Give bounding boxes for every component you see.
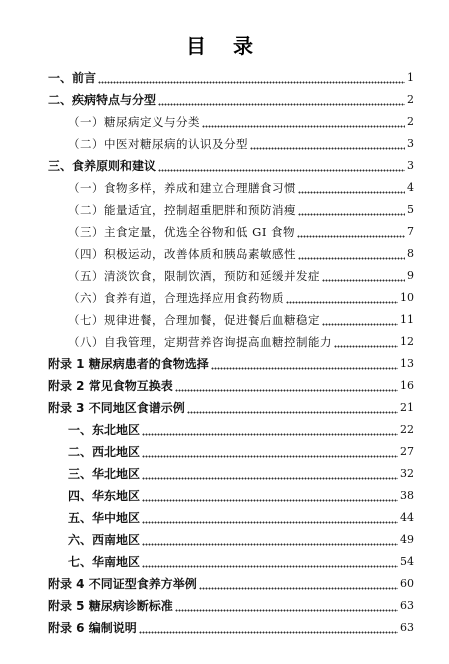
- dot-leader: [142, 424, 398, 436]
- dot-leader: [334, 336, 398, 348]
- toc-entry-page: 12: [400, 335, 414, 348]
- dot-leader: [142, 468, 398, 480]
- toc-entry-label: 五、华中地区: [68, 511, 141, 525]
- toc-entry-label: （八）自我管理，定期营养咨询提高血糖控制能力: [68, 335, 332, 349]
- toc-entry-page: 11: [400, 313, 414, 326]
- dot-leader: [139, 622, 398, 634]
- toc-entry[interactable]: [48, 398, 414, 418]
- toc-entry-label: 四、华东地区: [68, 489, 141, 503]
- toc-entry-page: 44: [400, 511, 414, 524]
- toc-entry-label: （七）规律进餐，合理加餐，促进餐后血糖稳定: [68, 313, 320, 327]
- toc-entry[interactable]: [68, 244, 414, 264]
- toc-entry[interactable]: [68, 178, 414, 198]
- toc-entry-label: 附录 4 不同证型食养方举例: [48, 577, 197, 591]
- toc-entry-label: 附录 3 不同地区食谱示例: [48, 401, 185, 415]
- toc-entry[interactable]: [68, 310, 414, 330]
- dot-leader: [175, 380, 398, 392]
- toc-entry-label: （一）糖尿病定义与分类: [68, 115, 200, 129]
- toc-entry-label: （四）积极运动，改善体质和胰岛素敏感性: [68, 247, 296, 261]
- toc-entry[interactable]: [68, 420, 414, 440]
- toc-entry-page: 3: [407, 159, 414, 172]
- dot-leader: [158, 160, 405, 172]
- toc-entry-page: 1: [407, 71, 414, 84]
- dot-leader: [322, 314, 398, 326]
- dot-leader: [142, 490, 398, 502]
- toc-entry[interactable]: [48, 156, 414, 176]
- toc-entry[interactable]: [48, 354, 414, 374]
- toc-entry[interactable]: [48, 596, 414, 616]
- toc-entry-label: 附录 6 编制说明: [48, 621, 137, 635]
- toc-entry-page: 16: [400, 379, 414, 392]
- toc-entry-page: 22: [400, 423, 414, 436]
- toc-entry-page: 2: [407, 93, 414, 106]
- dot-leader: [322, 270, 405, 282]
- dot-leader: [142, 512, 398, 524]
- toc-entry[interactable]: [68, 508, 414, 528]
- dot-leader: [175, 600, 398, 612]
- toc-entry-label: 附录 1 糖尿病患者的食物选择: [48, 357, 209, 371]
- dot-leader: [250, 138, 405, 150]
- dot-leader: [187, 402, 398, 414]
- toc-entry-label: 七、华南地区: [68, 555, 141, 569]
- dot-leader: [202, 116, 405, 128]
- toc-entry-label: 一、前言: [48, 71, 97, 85]
- toc-entry[interactable]: [68, 200, 414, 220]
- toc-entry-label: （六）食养有道，合理选择应用食药物质: [68, 291, 284, 305]
- toc-entry-page: 27: [400, 445, 414, 458]
- toc-entry[interactable]: [68, 530, 414, 550]
- toc-entry-page: 2: [407, 115, 414, 128]
- dot-leader: [298, 248, 405, 260]
- toc-entry-page: 13: [400, 357, 414, 370]
- toc-entry-page: 54: [400, 555, 414, 568]
- dot-leader: [211, 358, 398, 370]
- toc-entry[interactable]: [48, 90, 414, 110]
- toc-entry-page: 3: [407, 137, 414, 150]
- toc-entry-page: 8: [407, 247, 414, 260]
- dot-leader: [298, 204, 405, 216]
- toc-entry[interactable]: [68, 442, 414, 462]
- toc-entry-page: 5: [407, 203, 414, 216]
- toc-entry-page: 7: [407, 225, 414, 238]
- toc-entry-label: 二、西北地区: [68, 445, 141, 459]
- toc-entry-label: 二、疾病特点与分型: [48, 93, 157, 107]
- toc-entry[interactable]: [68, 486, 414, 506]
- dot-leader: [199, 578, 398, 590]
- toc-entry-label: （三）主食定量，优选全谷物和低 GI 食物: [68, 225, 296, 239]
- toc-entry[interactable]: [48, 376, 414, 396]
- toc-entry[interactable]: [68, 552, 414, 572]
- dot-leader: [158, 94, 405, 106]
- toc-entry-page: 10: [400, 291, 414, 304]
- toc-entry[interactable]: [68, 288, 414, 308]
- toc-entry[interactable]: [68, 464, 414, 484]
- toc-entry-label: 附录 2 常见食物互换表: [48, 379, 173, 393]
- toc-entry-label: 三、华北地区: [68, 467, 141, 481]
- toc-entry[interactable]: [68, 222, 414, 242]
- toc-entry[interactable]: [68, 332, 414, 352]
- toc-entry-page: 9: [407, 269, 414, 282]
- toc-entry-label: （五）清淡饮食，限制饮酒，预防和延缓并发症: [68, 269, 320, 283]
- toc-entry-label: 一、东北地区: [68, 423, 141, 437]
- toc-entry-label: （二）中医对糖尿病的认识及分型: [68, 137, 248, 151]
- toc-entry-page: 38: [400, 489, 414, 502]
- dot-leader: [142, 534, 398, 546]
- toc-entry[interactable]: [48, 618, 414, 638]
- toc-entry-page: 60: [400, 577, 414, 590]
- toc-entry-label: （一）食物多样，养成和建立合理膳食习惯: [68, 181, 296, 195]
- dot-leader: [286, 292, 398, 304]
- toc-entry[interactable]: [48, 68, 414, 88]
- dot-leader: [142, 556, 398, 568]
- page-title: 目 录: [186, 34, 263, 58]
- toc-entry-label: 六、西南地区: [68, 533, 141, 547]
- toc-entry[interactable]: [48, 574, 414, 594]
- toc-entry-page: 21: [400, 401, 414, 414]
- toc-entry-page: 4: [407, 181, 414, 194]
- dot-leader: [142, 446, 398, 458]
- toc-entry[interactable]: [68, 112, 414, 132]
- toc-entry-label: （二）能量适宜，控制超重肥胖和预防消瘦: [68, 203, 296, 217]
- dot-leader: [98, 72, 405, 84]
- dot-leader: [297, 226, 405, 238]
- toc-entry-page: 63: [400, 599, 414, 612]
- toc-entry[interactable]: [68, 266, 414, 286]
- toc-entry-label: 附录 5 糖尿病诊断标准: [48, 599, 173, 613]
- toc-entry-page: 63: [400, 621, 414, 634]
- toc-entry-label: 三、食养原则和建议: [48, 159, 157, 173]
- toc-entry-page: 32: [400, 467, 414, 480]
- toc-entry[interactable]: [68, 134, 414, 154]
- dot-leader: [298, 182, 405, 194]
- toc-entry-page: 49: [400, 533, 414, 546]
